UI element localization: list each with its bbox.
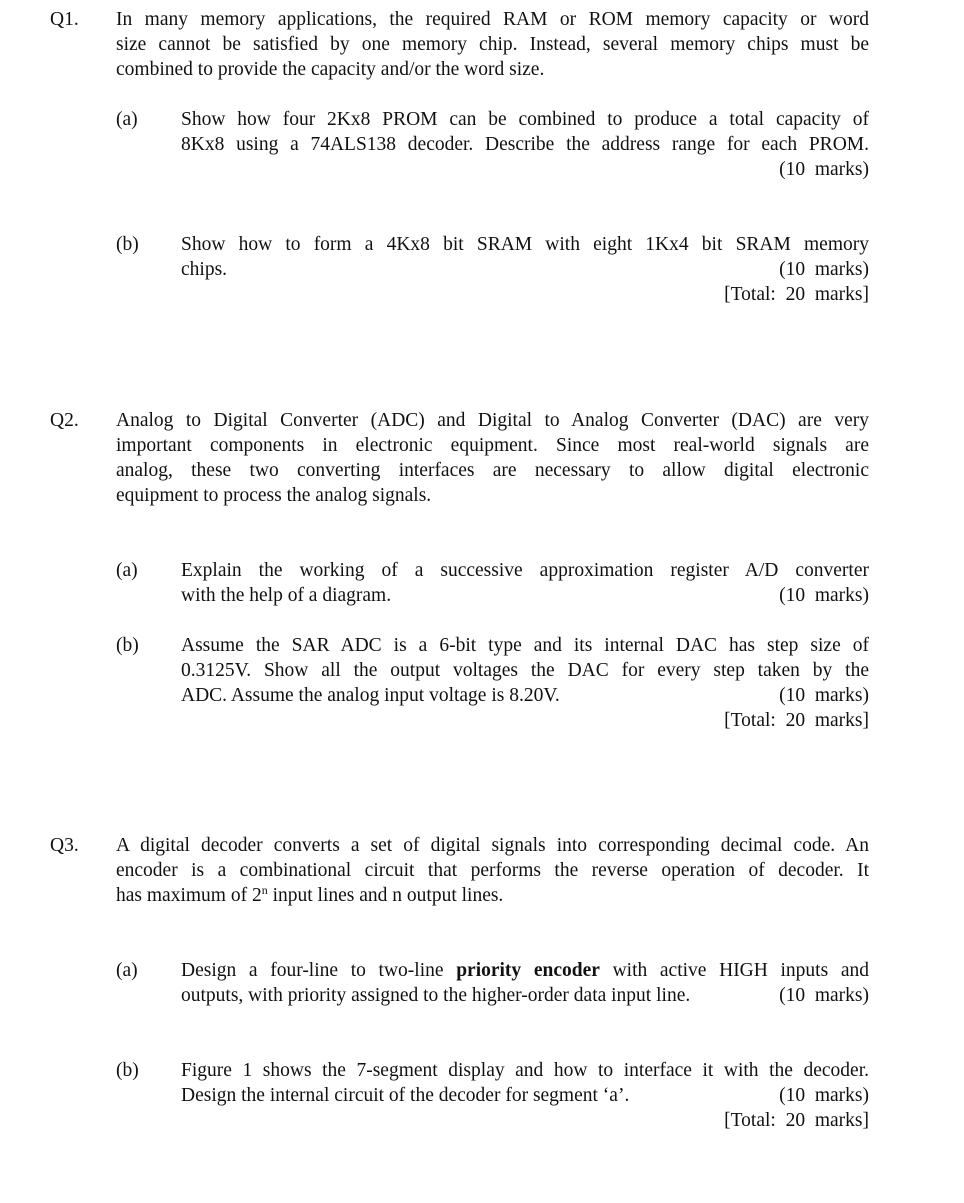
q1-intro-line: combined to provide the capacity and/or the word size. — [116, 59, 545, 80]
q1b-label: (b) — [116, 234, 139, 255]
q1-total-marks: [Total: 20 marks] — [724, 284, 869, 305]
q3a-text-part: Design a four-line to two-line — [181, 960, 457, 981]
q3-intro-text: has maximum of 2 — [116, 885, 262, 906]
q1b-line: chips. — [181, 259, 228, 280]
q2-intro-line: important components in electronic equipment. Since most real-world signals are — [116, 435, 869, 456]
q3-superscript-n: n — [261, 883, 268, 897]
q1a-label: (a) — [116, 109, 138, 130]
q1b-text — [181, 232, 869, 307]
q3b-line: Figure 1 shows the 7-segment display and how to interface it with the decoder. — [181, 1060, 869, 1081]
q1a-line: Show how four 2Kx8 PROM can be combined to produce a total capacity of — [181, 109, 869, 130]
q1a-marks: (10 marks) — [779, 159, 869, 180]
q1b-line: Show how to form a 4Kx8 bit SRAM with eight 1Kx4 bit SRAM memory — [181, 234, 869, 255]
q1-intro — [116, 7, 869, 82]
q2b-line: ADC. Assume the analog input voltage is 8.20V. — [181, 685, 560, 706]
q3b-marks: (10 marks) — [779, 1085, 869, 1106]
q3-number: Q3. — [50, 835, 79, 856]
q3-total-marks: [Total: 20 marks] — [724, 1110, 869, 1131]
q2a-label: (a) — [116, 560, 138, 581]
q2-intro — [116, 408, 869, 508]
q3a-text-part: with active HIGH inputs and — [599, 960, 869, 981]
q3b-line: Design the internal circuit of the decoder for segment ‘a’. — [181, 1085, 630, 1106]
q1b-marks: (10 marks) — [779, 259, 869, 280]
q2-intro-line: equipment to process the analog signals. — [116, 485, 432, 506]
q1a-text — [181, 107, 869, 182]
q3-intro-line — [116, 883, 869, 908]
q2b-label: (b) — [116, 635, 139, 656]
q1a-line: 8Kx8 using a 74ALS138 decoder. Describe the address range for each PROM. — [181, 134, 869, 155]
q1-number: Q1. — [50, 9, 79, 30]
q3-intro-line: A digital decoder converts a set of digital signals into corresponding decimal code. An — [116, 835, 869, 856]
q2b-text — [181, 633, 869, 733]
q2a-line: Explain the working of a successive approximation register A/D converter — [181, 560, 869, 581]
q3b-label: (b) — [116, 1060, 139, 1081]
q2a-line: with the help of a diagram. — [181, 585, 392, 606]
q2b-line: Assume the SAR ADC is a 6-bit type and its internal DAC has step size of — [181, 635, 869, 656]
q2-total-marks: [Total: 20 marks] — [724, 710, 869, 731]
q3a-marks: (10 marks) — [779, 985, 869, 1006]
q2a-text — [181, 558, 869, 608]
q3-intro — [116, 833, 869, 908]
q2-intro-line: Analog to Digital Converter (ADC) and Digital to Analog Converter (DAC) are very — [116, 410, 869, 431]
q2a-marks: (10 marks) — [779, 585, 869, 606]
q2-intro-line: analog, these two converting interfaces are necessary to allow digital electronic — [116, 460, 869, 481]
q3a-bold-term: priority encoder — [456, 960, 600, 981]
q2b-line: 0.3125V. Show all the output voltages the DAC for every step taken by the — [181, 660, 869, 681]
q2-number: Q2. — [50, 410, 79, 431]
q3a-line — [181, 958, 869, 983]
q3b-text — [181, 1058, 869, 1133]
q3a-line: outputs, with priority assigned to the higher-order data input line. — [181, 985, 691, 1006]
q3-intro-line: encoder is a combinational circuit that performs the reverse operation of decoder. It — [116, 860, 869, 881]
q1-intro-line: In many memory applications, the required RAM or ROM memory capacity or word — [116, 9, 869, 30]
q3a-text — [181, 958, 869, 1008]
q3-intro-text: input lines and n output lines. — [267, 885, 504, 906]
q3a-label: (a) — [116, 960, 138, 981]
q1-intro-line: size cannot be satisfied by one memory chip. Instead, several memory chips must be — [116, 34, 869, 55]
q2b-marks: (10 marks) — [779, 685, 869, 706]
